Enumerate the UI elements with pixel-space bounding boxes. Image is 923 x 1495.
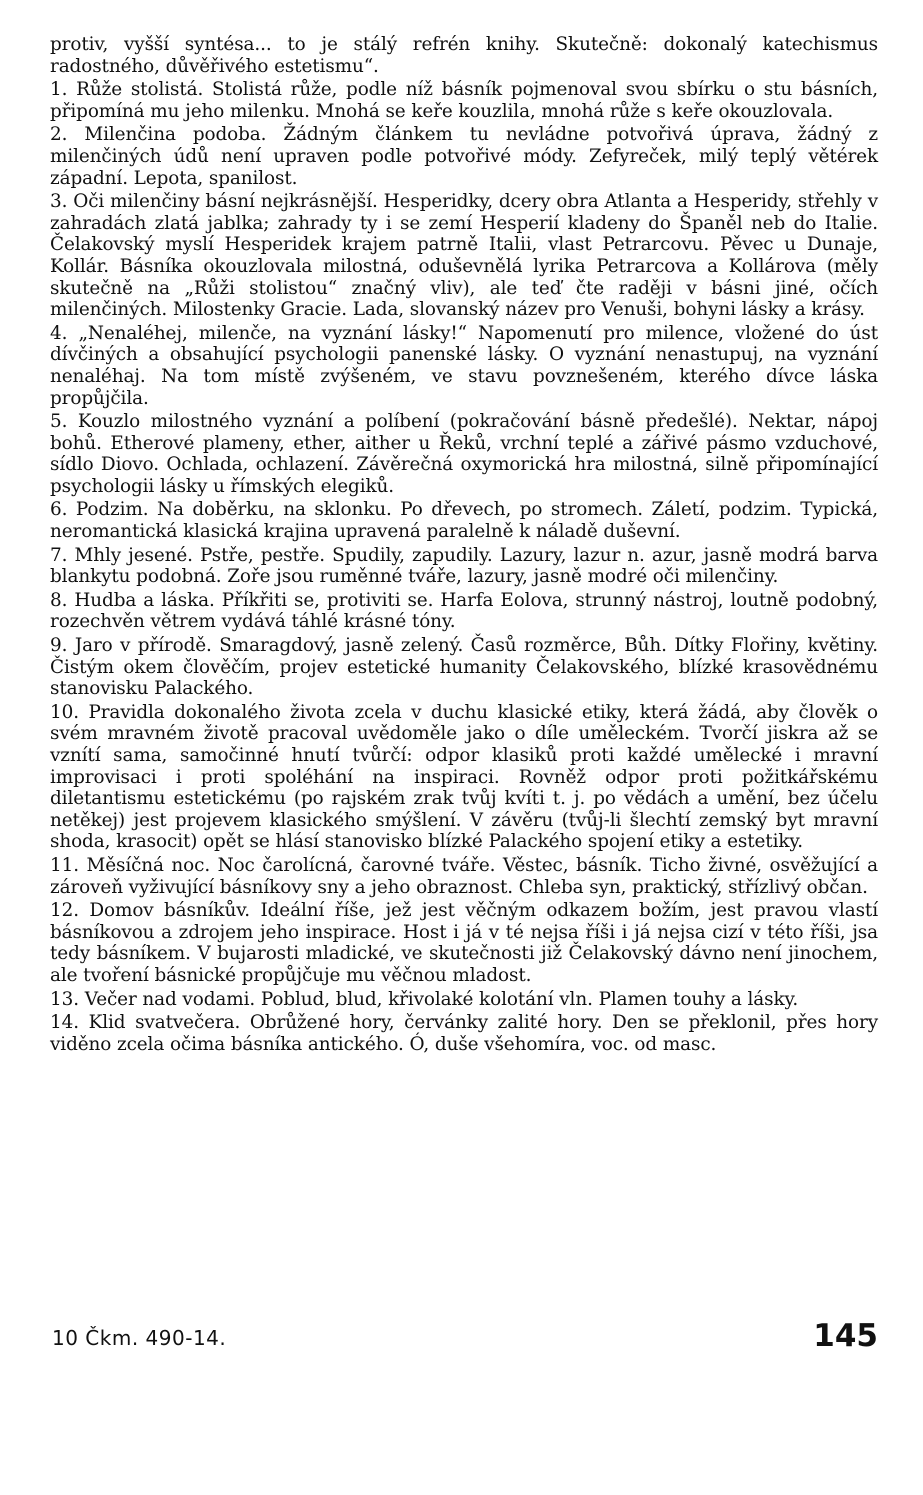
note-text: Pravidla dokonalého života zcela v duchu klasické etiky, která žádá, aby člověk o svém mravném životě pracoval uvědoměle jako o díle uměleckém. Tvorčí jiskra až se vznítí sama, samočinné hnutí tvůrčí: odpor klasiků proti každé umělecké i mravní improvisaci i proti spoléhání na inspiraci. Rovněž odpor proti požitkářskému diletantismu estetickému (po rajském zrak tvůj kvíti t. j. po vědách a umění, bez účelu netěkej) jest projevem klasického smýšlení. V závěru (tvůj-li šlechtí zemský byt mravní shoda, krasocit) opět se hlásí stanovisko blízké Palackého spojení etiky a estetiky. <box>50 701 878 853</box>
note-text: Milenčina podoba. Žádným článkem tu nevládne potvořivá úprava, žádný z milenčiných údů není upraven podle potvořivé módy. Zefyreček, milý teplý větérek západní. Lepota, spanilost. <box>50 124 879 189</box>
paragraph-note-13 <box>50 989 878 1011</box>
note-text: Domov básníkův. Ideální říše, jež jest věčným odkazem božím, jest pravou vlastí básníkovou a zdrojem jeho inspirace. Host i já v té nejsa říši i já nejsa cizí v této říši, jsa tedy básníkem. V bujarosti mladické, ve skutečnosti již Čelakovský dávno není jinochem, ale tvoření básnické propůjčuje mu věčnou mladost. <box>50 900 878 986</box>
paragraph-text: protiv, vyšší syntésa... to je stálý refrén knihy. Skutečně: dokonalý katechismus radostného, důvěřivého estetismu“. <box>50 34 878 77</box>
note-number: 6. <box>50 499 68 521</box>
paragraph-note-10 <box>50 702 878 853</box>
note-text: Podzim. Na doběrku, na sklonku. Po dřevech, po stromech. Záletí, podzim. Typická, neromantická klasická krajina upravená paralelně k náladě duševní. <box>50 499 878 543</box>
note-text: Hudba a láska. Příkřiti se, protiviti se. Harfa Eolova, strunný nástroj, loutně podobný, rozechvěn větrem vydává táhlé krásné tóny. <box>50 589 879 633</box>
paragraph-note-3 <box>50 191 878 321</box>
note-number: 11. <box>50 854 79 876</box>
note-text: Večer nad vodami. Poblud, blud, křivolaké kolotání vln. Plamen touhy a lásky. <box>84 988 799 1010</box>
page-body <box>50 34 878 1057</box>
paragraph-note-2 <box>50 124 878 189</box>
note-text: Kouzlo milostného vyznání a políbení (pokračování básně předešlé). Nektar, nápoj bohů. Etherové plameny, ether, aither u Řeků, vrchní teplé a zářivé pásmo vzduchové, sídlo Diovo. Ochlada, ochlazení. Závěrečná oxymorická hra milostná, silně připomínající psychologii lásky u římských elegiků. <box>50 411 879 497</box>
note-number: 9. <box>50 635 68 657</box>
paragraph-note-9 <box>50 635 878 700</box>
note-number: 12. <box>50 900 79 922</box>
note-text: Jaro v přírodě. Smaragdový, jasně zelený. Časů rozměrce, Bůh. Dítky Flořiny, květiny. Čistým okem člověčím, projev estetické humanity Čelakovského, blízké krasovědnému stanovisku Palackého. <box>50 635 879 700</box>
paragraph-intro <box>50 34 878 77</box>
note-number: 8. <box>50 589 68 611</box>
paragraph-note-1 <box>50 79 878 122</box>
note-number: 2. <box>50 124 68 146</box>
note-number: 14. <box>50 1012 79 1034</box>
note-text: Klid svatvečera. Obrůžené hory, červánky zalité hory. Den se překlonil, přes hory viděno zcela očima básníka antického. Ó, duše všehomíra, voc. od masc. <box>50 1012 878 1055</box>
paragraph-note-14 <box>50 1012 878 1055</box>
note-number: 1. <box>50 79 68 101</box>
note-text: Mhly jesené. Pstře, pestře. Spudily, zapudily. Lazury, lazur n. azur, jasně modrá barva blankytu podobná. Zoře jsou ruměnné tváře, lazury, jasně modré oči milenčiny. <box>50 544 878 588</box>
paragraph-note-11 <box>50 855 878 898</box>
paragraph-note-5 <box>50 411 878 497</box>
page-footer <box>52 1318 878 1358</box>
printer-signature: 10 Čkm. 490-14. <box>52 1326 227 1350</box>
note-text: Oči milenčiny básní nejkrásnější. Hesperidky, dcery obra Atlanta a Hesperidy, střehly v zahradách zlatá jablka; zahrady ty i se zemí Hesperií kladeny do Španěl neb do Italie. Čelakovský myslí Hesperidek krajem patrně Italii, vlast Petrarcovu. Pěvec u Dunaje, Kollár. Básníka okouzlovala milostná, oduševnělá lyrika Petrarcova a Kollárova (měly skutečně na „Růži stolistou“ značný vliv), ale teď čte raději v básni jiné, očích milenčiných. Milostenky Gracie. Lada, slovanský název pro Venuši, bohyni lásky a krásy. <box>50 191 878 321</box>
note-number: 4. <box>50 322 68 344</box>
paragraph-note-4 <box>50 323 878 409</box>
note-number: 13. <box>50 988 79 1010</box>
note-text: Růže stolistá. Stolistá růže, podle níž básník pojmenoval svou sbírku o stu básních, připomíná mu jeho milenku. Mnohá se keře kouzlila, mnohá růže s keře okouzlovala. <box>50 79 878 122</box>
paragraph-note-8 <box>50 590 878 633</box>
note-number: 5. <box>50 411 68 433</box>
paragraph-note-7 <box>50 545 878 588</box>
page-number: 145 <box>813 1318 878 1354</box>
note-number: 7. <box>50 544 68 566</box>
note-text: „Nenaléhej, milenče, na vyznání lásky!“ Napomenutí pro milence, vložené do úst dívčiných a obsahující psychologii panenské lásky. O vyznání nenastupuj, na vyznání nenaléhaj. Na tom místě zvýšeném, ve stavu povznešeném, kterého dívce láska propůjčila. <box>50 322 878 409</box>
paragraph-note-12 <box>50 900 878 986</box>
note-text: Měsíčná noc. Noc čarolícná, čarovné tváře. Věstec, básník. Ticho živné, osvěžující a zároveň vyživující básníkovy sny a jeho obraznost. Chleba syn, praktický, střízlivý občan. <box>50 854 878 898</box>
note-number: 3. <box>50 191 68 213</box>
note-number: 10. <box>50 701 79 723</box>
paragraph-note-6 <box>50 499 878 542</box>
